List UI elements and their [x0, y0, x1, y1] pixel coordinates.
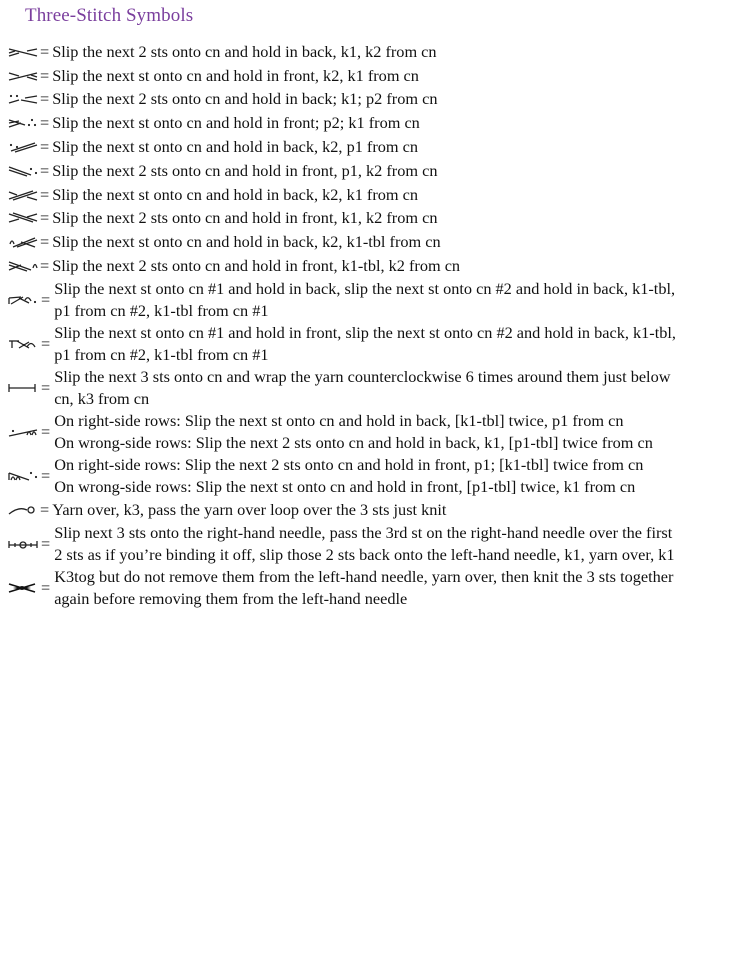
cable-tbl-left-icon — [7, 468, 40, 484]
cable-tbl-right-icon — [7, 424, 40, 440]
cable-1-2-right-icon — [7, 187, 40, 203]
list-item — [7, 88, 745, 112]
equals-sign: = — [41, 377, 51, 397]
equals-sign: = — [40, 232, 50, 252]
equals-sign: = — [41, 421, 51, 441]
symbol-description: Slip the next st onto cn #1 and hold in back, slip the next st onto cn #2 and hold in back, k1-tbl, p1 from cn #2, k1-tbl from cn #1 — [54, 278, 676, 320]
symbol-description: Slip the next 2 sts onto cn and hold in front, k1, k2 from cn — [52, 208, 438, 228]
equals-sign: = — [40, 208, 50, 228]
symbol-description: Slip the next st onto cn and hold in back, k2, k1-tbl from cn — [52, 232, 441, 252]
cable-2-1-left-tbl-icon — [7, 258, 40, 274]
symbol-description: Slip the next st onto cn and hold in back, k2, p1 from cn — [52, 137, 419, 157]
cable-2-1-left-purl-icon — [7, 163, 40, 179]
equals-sign: = — [40, 137, 50, 157]
symbol-description: Yarn over, k3, pass the yarn over loop over the 3 sts just knit — [52, 499, 447, 519]
equals-sign: = — [41, 577, 51, 597]
equals-sign: = — [40, 113, 50, 133]
yarn-over-pass-icon — [7, 502, 40, 518]
symbol-description: On right-side rows: Slip the next st onto cn and hold in back, [k1-tbl] twice, p1 from cn On wrong-side rows: Slip the next 2 sts onto cn and hold in back, k1, [p1-tbl] twice from cn — [54, 410, 653, 452]
wrap-3-sts-icon — [7, 380, 40, 396]
symbol-description: Slip the next st onto cn and hold in front; p2; k1 from cn — [52, 113, 420, 133]
list-item — [7, 183, 745, 207]
equals-sign: = — [40, 89, 50, 109]
symbol-description: Slip next 3 sts onto the right-hand needle, pass the 3rd st on the right-hand needle over the first 2 sts as if you’re binding it off, slip those 2 sts back onto the left-hand needle, k1, yarn over, k1 — [54, 522, 675, 564]
equals-sign: = — [41, 333, 51, 353]
symbol-list — [7, 40, 745, 610]
symbol-description: Slip the next 3 sts onto cn and wrap the yarn counterclockwise 6 times around them just below cn, k3 from cn — [54, 366, 671, 408]
list-item — [7, 566, 745, 610]
equals-sign: = — [41, 533, 51, 553]
k3tog-yo-k3tog-icon — [7, 580, 40, 596]
list-item — [7, 64, 745, 88]
symbol-description: On right-side rows: Slip the next 2 sts onto cn and hold in front, p1; [k1-tbl] twice from cn On wrong-side rows: Slip the next st onto cn and hold in front, [p1-tbl] twice, k1 from cn — [54, 454, 644, 496]
cable-2-1-left-icon — [7, 210, 40, 226]
list-item — [7, 410, 745, 454]
symbol-description: Slip the next st onto cn #1 and hold in front, slip the next st onto cn #2 and hold in back, k1-tbl, p1 from cn #2, k1-tbl from cn #1 — [54, 322, 676, 364]
equals-sign: = — [40, 499, 50, 519]
symbol-description: Slip the next 2 sts onto cn and hold in back; k1; p2 from cn — [52, 89, 438, 109]
cable-1-1-1-right-icon — [7, 292, 40, 308]
cable-1-2-right-purl-icon — [7, 139, 40, 155]
equals-sign: = — [41, 289, 51, 309]
list-item — [7, 366, 745, 410]
cable-1-2-left-purl-icon — [7, 115, 40, 131]
symbol-description: Slip the next st onto cn and hold in front, k2, k1 from cn — [52, 65, 419, 85]
equals-sign: = — [41, 465, 51, 485]
list-item — [7, 230, 745, 254]
equals-sign: = — [40, 65, 50, 85]
list-item — [7, 454, 745, 498]
list-item — [7, 498, 745, 522]
cable-1-2-left-icon — [7, 68, 40, 84]
list-item — [7, 135, 745, 159]
page-title: Three-Stitch Symbols — [25, 5, 194, 26]
equals-sign: = — [40, 41, 50, 61]
list-item — [7, 278, 745, 322]
cable-1-1-1-left-icon — [7, 336, 40, 352]
list-item — [7, 40, 745, 64]
slip-pass-over-icon — [7, 536, 40, 552]
symbol-description: Slip the next 2 sts onto cn and hold in back, k1, k2 from cn — [52, 41, 437, 61]
equals-sign: = — [40, 256, 50, 276]
symbol-description: K3tog but do not remove them from the left-hand needle, yarn over, then knit the 3 sts together again before removing them from the left-hand needle — [54, 566, 674, 608]
symbol-description: Slip the next 2 sts onto cn and hold in front, k1-tbl, k2 from cn — [52, 256, 461, 276]
equals-sign: = — [40, 160, 50, 180]
list-item — [7, 254, 745, 278]
symbol-description: Slip the next 2 sts onto cn and hold in front, p1, k2 from cn — [52, 160, 438, 180]
cable-1-2-right-tbl-icon — [7, 234, 40, 250]
list-item — [7, 322, 745, 366]
equals-sign: = — [40, 184, 50, 204]
list-item — [7, 111, 745, 135]
list-item — [7, 522, 745, 566]
list-item — [7, 159, 745, 183]
symbol-description: Slip the next st onto cn and hold in back, k2, k1 from cn — [52, 184, 419, 204]
cable-2-1-right-purl-icon — [7, 91, 40, 107]
cable-2-1-right-icon — [7, 44, 40, 60]
list-item — [7, 207, 745, 231]
